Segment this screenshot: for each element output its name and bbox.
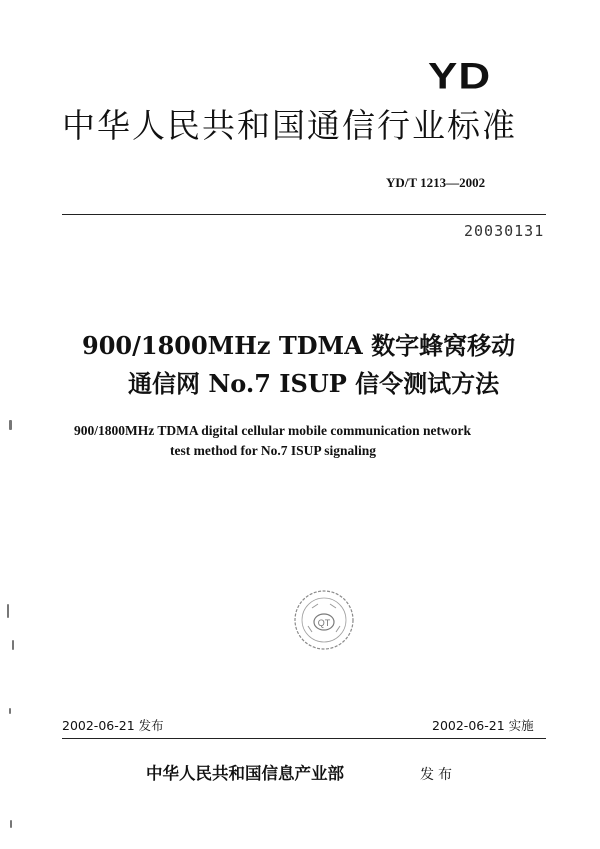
yd-logo: YD	[428, 55, 492, 98]
bottom-divider	[62, 738, 546, 739]
scan-speck	[9, 708, 11, 714]
stamp-number: 20030131	[464, 222, 545, 240]
title-en-line-2: test method for No.7 ISUP signaling	[170, 443, 377, 458]
top-divider	[62, 214, 546, 215]
scan-speck	[10, 820, 12, 828]
standard-number: YD/T 1213—2002	[386, 175, 486, 190]
scan-speck	[7, 604, 9, 618]
effective-date: 2002-06-21 实施	[432, 718, 534, 733]
scan-speck	[12, 640, 14, 650]
publish-label: 发布	[420, 767, 456, 783]
library-seal-icon	[292, 588, 356, 652]
org-title: 中华人民共和国通信行业标准	[62, 106, 517, 145]
title-cn-line-2: 通信网 No.7 ISUP 信令测试方法	[128, 369, 500, 398]
title-en-line-1: 900/1800MHz TDMA digital cellular mobile communication network	[74, 423, 471, 438]
scan-speck	[9, 420, 12, 430]
issue-date: 2002-06-21 发布	[62, 718, 164, 733]
title-cn-line-1: 900/1800MHz TDMA 数字蜂窝移动	[82, 331, 516, 360]
svg-text:QT: QT	[317, 618, 331, 628]
publisher-name: 中华人民共和国信息产业部	[146, 764, 344, 783]
